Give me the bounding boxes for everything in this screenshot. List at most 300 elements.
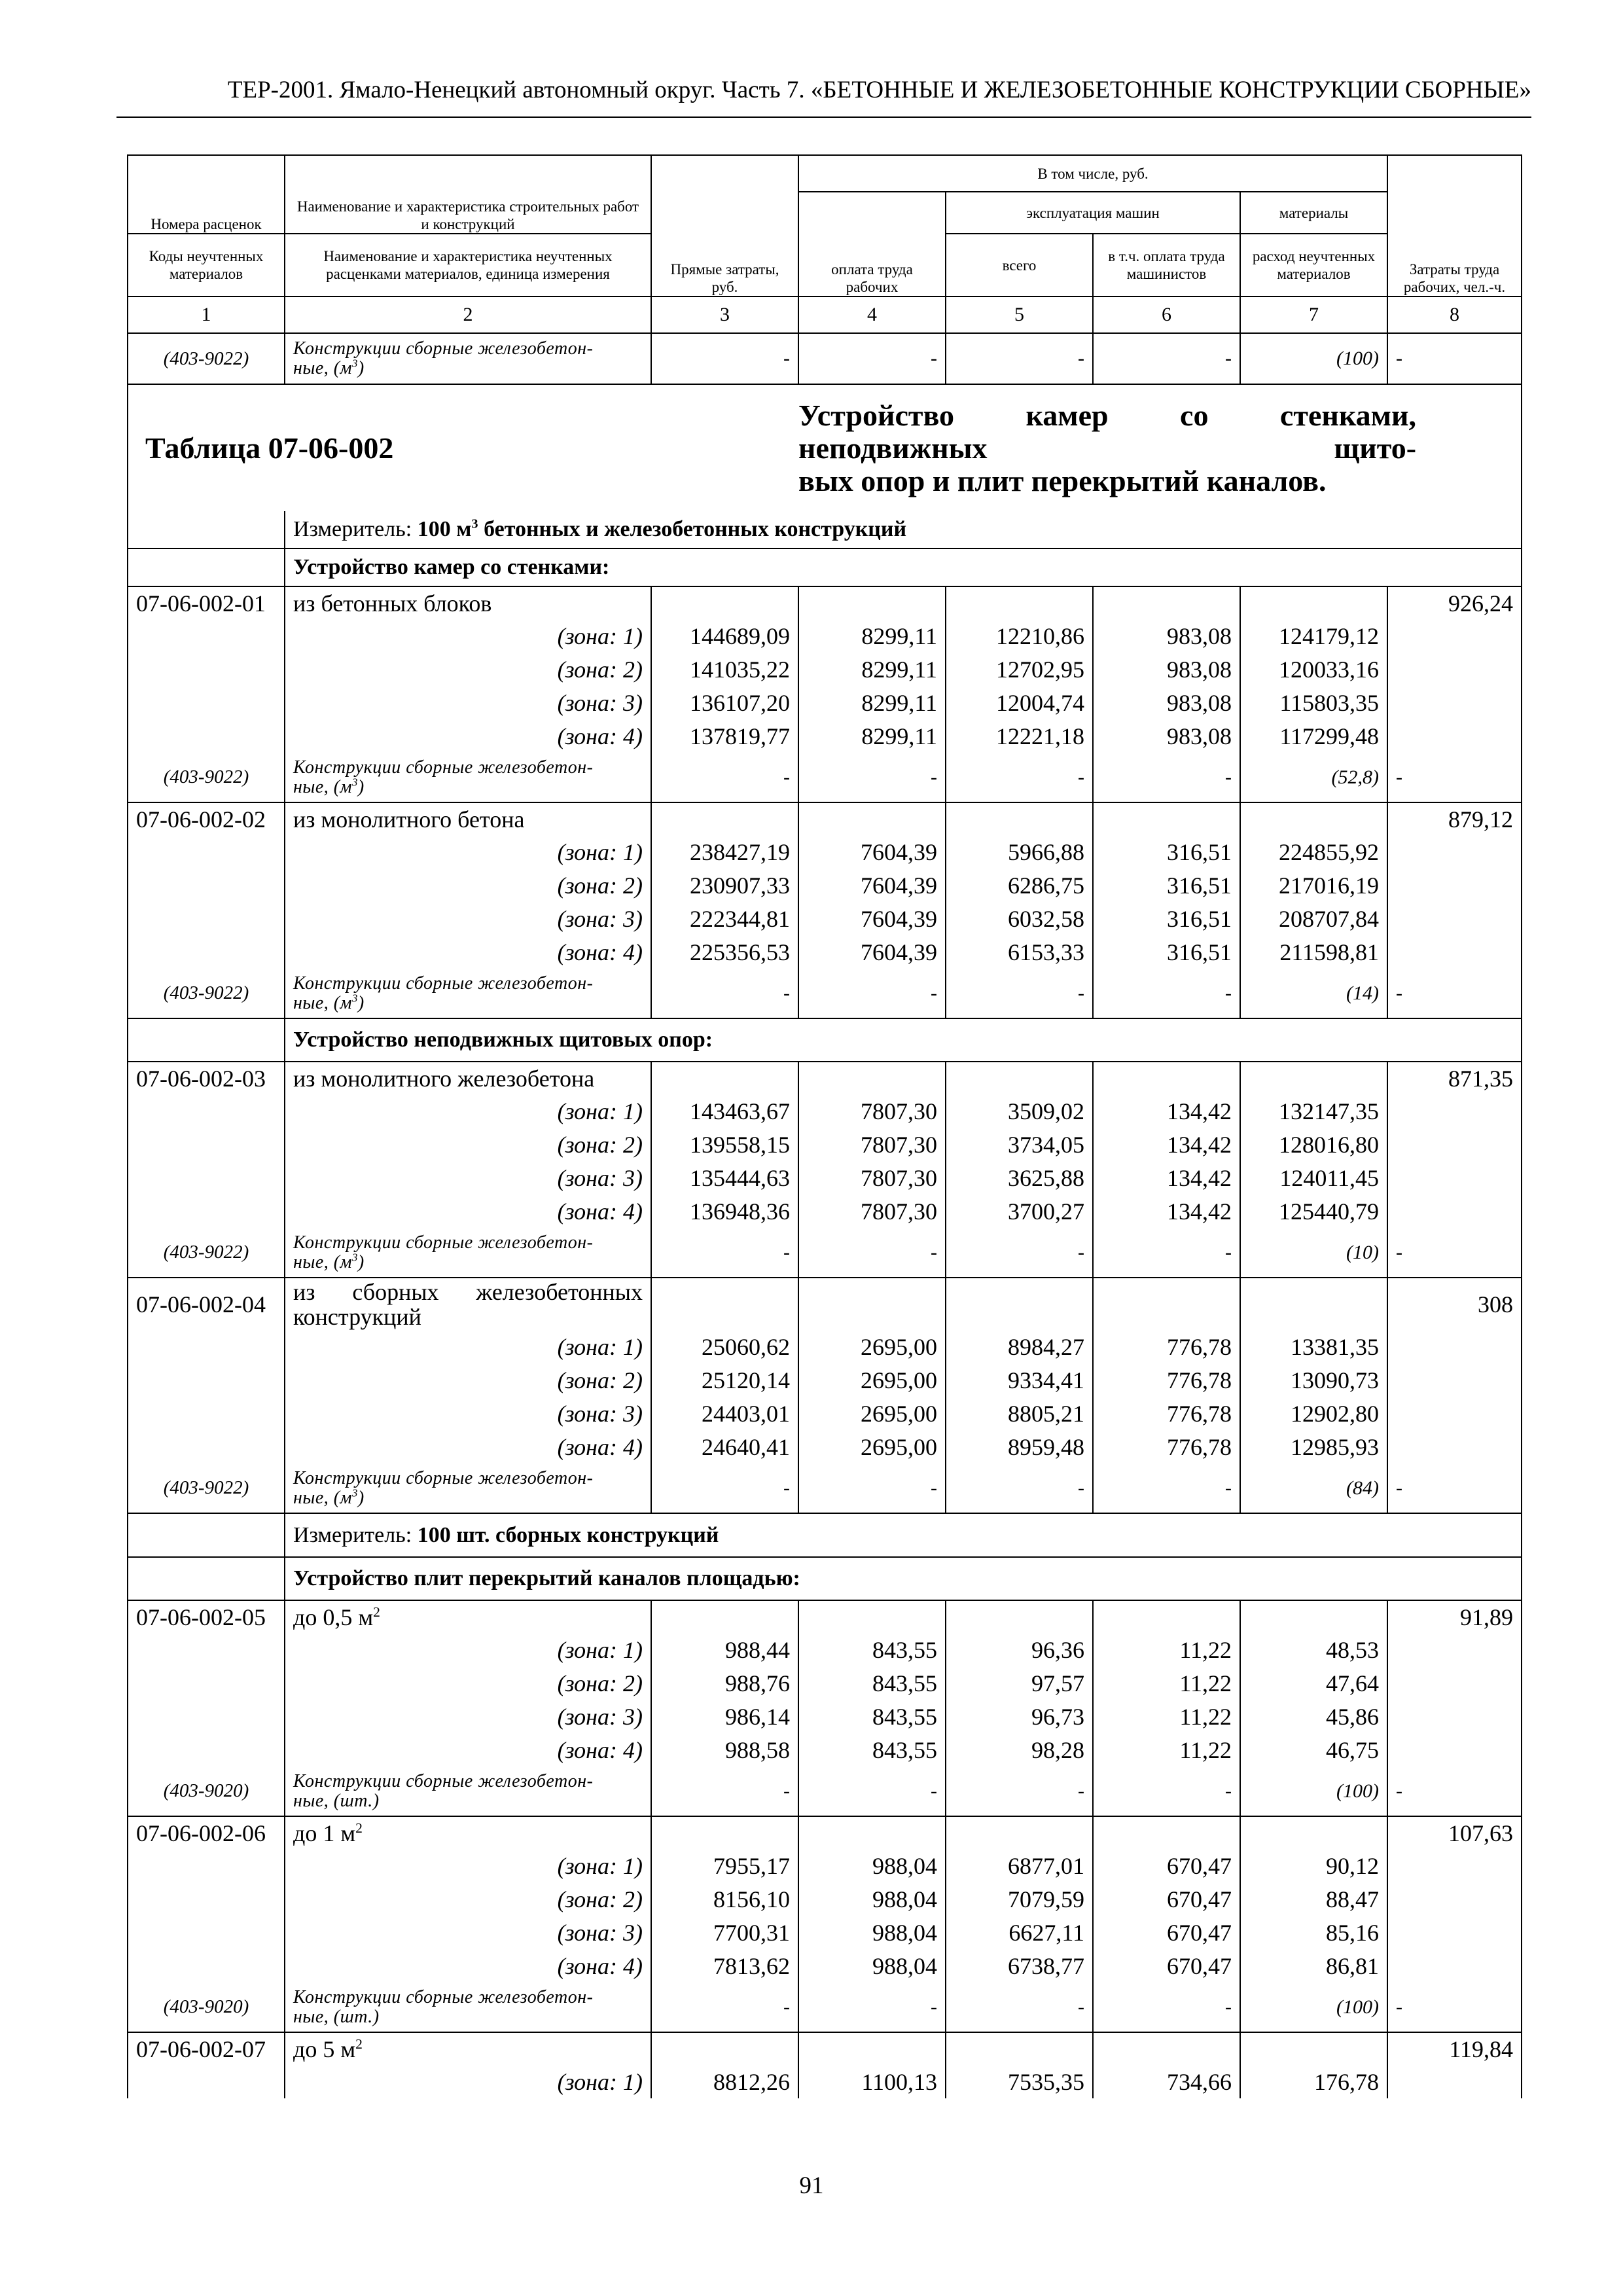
- material-name-line2: ные, (м: [293, 776, 352, 797]
- value-cell: 988,04: [798, 1949, 946, 1982]
- dash-cell: -: [651, 1228, 798, 1278]
- value-cell: 48,53: [1240, 1633, 1387, 1666]
- empty-cell: [1387, 1633, 1522, 1666]
- value-cell: 45,86: [1240, 1700, 1387, 1733]
- material-value: (100): [1240, 333, 1387, 384]
- material-name: [285, 753, 651, 802]
- empty-cell: [798, 802, 946, 835]
- empty-cell: [128, 719, 285, 753]
- empty-cell: [1240, 1062, 1387, 1094]
- value-cell: 224855,92: [1240, 835, 1387, 869]
- value-cell: 7807,30: [798, 1194, 946, 1228]
- empty-cell: [128, 1128, 285, 1161]
- section-row: [128, 548, 1522, 586]
- material-value: (14): [1240, 969, 1387, 1018]
- empty-cell: [1093, 1600, 1240, 1633]
- value-cell: 3625,88: [946, 1161, 1093, 1194]
- zone-label: (зона: 3): [285, 1397, 651, 1430]
- dash-cell: -: [798, 333, 946, 384]
- material-name-line2: ные, (м: [293, 1251, 352, 1272]
- value-cell: 983,08: [1093, 653, 1240, 686]
- empty-cell: [798, 2032, 946, 2065]
- zone-label: (зона: 3): [285, 1700, 651, 1733]
- value-cell: 8299,11: [798, 719, 946, 753]
- empty-cell: [651, 2032, 798, 2065]
- hdr-materials-sub: расход неучтенных материалов: [1240, 234, 1387, 296]
- material-name-line1: Конструкции сборные железобетон-: [293, 1467, 594, 1488]
- value-cell: 988,58: [651, 1733, 798, 1767]
- value-cell: 670,47: [1093, 1949, 1240, 1982]
- rate-title-row: [128, 2032, 1522, 2065]
- labor-value: 107,63: [1387, 1816, 1522, 1849]
- zone-row: [128, 1666, 1522, 1700]
- empty-cell: [128, 1916, 285, 1949]
- value-cell: 2695,00: [798, 1397, 946, 1430]
- hdr-machines: эксплуатация машин: [946, 192, 1240, 234]
- material-name-end: ): [357, 1251, 365, 1272]
- empty-cell: [1387, 1916, 1522, 1949]
- material-name: [285, 1767, 651, 1816]
- dash-cell: -: [651, 1767, 798, 1816]
- empty-cell: [128, 1633, 285, 1666]
- empty-cell: [651, 586, 798, 619]
- dash-cell: -: [1093, 753, 1240, 802]
- zone-row: [128, 1633, 1522, 1666]
- empty-cell: [1387, 1194, 1522, 1228]
- zone-row: [128, 869, 1522, 902]
- zone-label: (зона: 4): [285, 1949, 651, 1982]
- value-cell: 12985,93: [1240, 1430, 1387, 1463]
- zone-label: (зона: 4): [285, 1194, 651, 1228]
- col-num: 4: [798, 296, 946, 333]
- table-title-row: [128, 384, 1522, 511]
- dash-cell: -: [946, 1767, 1093, 1816]
- zone-label: (зона: 2): [285, 1666, 651, 1700]
- section-title-text: Устройство неподвижных щитовых опор:: [293, 1028, 713, 1052]
- material-name-line1: Конструкции сборные железобетон-: [293, 1770, 594, 1791]
- labor-value: 871,35: [1387, 1062, 1522, 1094]
- zone-label: (зона: 1): [285, 619, 651, 653]
- empty-cell: [946, 1278, 1093, 1330]
- value-cell: 12902,80: [1240, 1397, 1387, 1430]
- labor-value: 879,12: [1387, 802, 1522, 835]
- value-cell: 670,47: [1093, 1849, 1240, 1882]
- rate-code: 07-06-002-03: [128, 1062, 285, 1094]
- rate-name: [285, 1278, 651, 1330]
- empty-cell: [1093, 1816, 1240, 1849]
- dash-cell: -: [798, 1982, 946, 2032]
- zone-label: (зона: 1): [285, 1094, 651, 1128]
- value-cell: 137819,77: [651, 719, 798, 753]
- empty-cell: [798, 1278, 946, 1330]
- material-name-line1: Конструкции сборные железобетон-: [293, 1232, 594, 1253]
- rate-name-line1: из сборных железобетонных: [293, 1278, 643, 1305]
- hdr-materials: материалы: [1240, 192, 1387, 234]
- value-cell: 7807,30: [798, 1094, 946, 1128]
- zone-label: (зона: 2): [285, 1363, 651, 1397]
- empty-cell: [798, 1816, 946, 1849]
- material-name-line2: ные, (шт.): [293, 1790, 380, 1811]
- value-cell: 670,47: [1093, 1916, 1240, 1949]
- value-cell: 85,16: [1240, 1916, 1387, 1949]
- col-num: 5: [946, 296, 1093, 333]
- material-name-line1: Конструкции сборные железобетон-: [293, 338, 594, 359]
- rate-title-row: [128, 1278, 1522, 1330]
- value-cell: 8805,21: [946, 1397, 1093, 1430]
- material-name-line2: ные, (м: [293, 1487, 352, 1508]
- dash-cell: -: [946, 1463, 1093, 1513]
- material-name-line1: Конструкции сборные железобетон-: [293, 757, 594, 778]
- empty-cell: [128, 1949, 285, 1982]
- labor-dash: -: [1387, 753, 1522, 802]
- table-name-line2: вых опор и плит перекрытий каналов.: [798, 463, 1327, 497]
- zone-label: (зона: 3): [285, 1161, 651, 1194]
- hdr-machines-wage: в т.ч. оплата труда машинистов: [1093, 234, 1240, 296]
- measure-row: [128, 1513, 1522, 1556]
- col-num: 3: [651, 296, 798, 333]
- rate-title-row: [128, 586, 1522, 619]
- empty-cell: [651, 1600, 798, 1633]
- value-cell: 6738,77: [946, 1949, 1093, 1982]
- value-cell: 124179,12: [1240, 619, 1387, 653]
- hdr-name-top: Наименование и характеристика строительных работ и конструкций: [285, 155, 651, 234]
- value-cell: 211598,81: [1240, 935, 1387, 969]
- zone-row: [128, 1397, 1522, 1430]
- value-cell: 7955,17: [651, 1849, 798, 1882]
- value-cell: 117299,48: [1240, 719, 1387, 753]
- dash-cell: -: [1093, 1982, 1240, 2032]
- dash-cell: -: [651, 1463, 798, 1513]
- labor-dash: -: [1387, 1767, 1522, 1816]
- zone-row: [128, 719, 1522, 753]
- section-title-text: Устройство камер со стенками:: [293, 555, 610, 580]
- empty-cell: [128, 1330, 285, 1363]
- material-value: (100): [1240, 1982, 1387, 2032]
- value-cell: 3734,05: [946, 1128, 1093, 1161]
- material-code: (403-9022): [128, 333, 285, 384]
- zone-row: [128, 2065, 1522, 2098]
- unit-exponent: 2: [355, 2036, 363, 2052]
- dash-cell: -: [651, 969, 798, 1018]
- zone-label: (зона: 3): [285, 902, 651, 935]
- empty-cell: [128, 1194, 285, 1228]
- dash-cell: -: [1093, 1767, 1240, 1816]
- empty-cell: [128, 1018, 285, 1062]
- empty-cell: [946, 802, 1093, 835]
- section-row-text: [285, 1557, 1522, 1600]
- material-value: (84): [1240, 1463, 1387, 1513]
- unaccounted-material-row: [128, 1767, 1522, 1816]
- empty-cell: [1387, 1849, 1522, 1882]
- dash-cell: -: [1093, 1228, 1240, 1278]
- empty-cell: [1387, 1397, 1522, 1430]
- value-cell: 8812,26: [651, 2065, 798, 2098]
- value-cell: 238427,19: [651, 835, 798, 869]
- value-cell: 776,78: [1093, 1363, 1240, 1397]
- dash-cell: -: [651, 1982, 798, 2032]
- rate-name: [285, 1600, 651, 1633]
- material-code: (403-9022): [128, 753, 285, 802]
- zone-row: [128, 1330, 1522, 1363]
- zone-label: (зона: 2): [285, 1882, 651, 1916]
- hdr-incl: В том числе, руб.: [798, 155, 1387, 192]
- value-cell: 7807,30: [798, 1128, 946, 1161]
- value-cell: 135444,63: [651, 1161, 798, 1194]
- unit-exponent: 3: [351, 1486, 358, 1499]
- dash-cell: -: [798, 969, 946, 1018]
- dash-cell: -: [798, 1767, 946, 1816]
- material-code: (403-9020): [128, 1982, 285, 2032]
- zone-label: (зона: 2): [285, 653, 651, 686]
- rate-name: [285, 1816, 651, 1849]
- hdr-name-bottom: Наименование и характеристика неучтенных расценками материалов, единица измерения: [285, 234, 651, 296]
- zone-label: (зона: 2): [285, 1128, 651, 1161]
- header-row-1: [128, 155, 1522, 192]
- rate-name-text: до 5 м: [293, 2036, 356, 2062]
- value-cell: 843,55: [798, 1700, 946, 1733]
- value-cell: 124011,45: [1240, 1161, 1387, 1194]
- value-cell: 316,51: [1093, 835, 1240, 869]
- empty-cell: [1387, 1733, 1522, 1767]
- value-cell: 12702,95: [946, 653, 1093, 686]
- value-cell: 115803,35: [1240, 686, 1387, 719]
- zone-label: (зона: 1): [285, 2065, 651, 2098]
- rate-title-row: [128, 1816, 1522, 1849]
- zone-row: [128, 902, 1522, 935]
- empty-cell: [1240, 2032, 1387, 2065]
- dash-cell: -: [651, 753, 798, 802]
- zone-row: [128, 1128, 1522, 1161]
- zone-label: (зона: 3): [285, 1916, 651, 1949]
- value-cell: 7604,39: [798, 935, 946, 969]
- zone-row: [128, 1700, 1522, 1733]
- labor-value: 91,89: [1387, 1600, 1522, 1633]
- zone-label: (зона: 1): [285, 1330, 651, 1363]
- measure-label: Измеритель:: [293, 517, 418, 542]
- hdr-machines-total: всего: [946, 234, 1093, 296]
- empty-cell: [1387, 1363, 1522, 1397]
- unit-exponent: 3: [471, 516, 478, 531]
- value-cell: 988,76: [651, 1666, 798, 1700]
- value-cell: 134,42: [1093, 1094, 1240, 1128]
- empty-cell: [1240, 1278, 1387, 1330]
- hdr-labor: Затраты труда рабочих, чел.-ч.: [1387, 155, 1522, 296]
- empty-cell: [1240, 802, 1387, 835]
- dash-cell: -: [946, 333, 1093, 384]
- value-cell: 8959,48: [946, 1430, 1093, 1463]
- zone-label: (зона: 1): [285, 1633, 651, 1666]
- value-cell: 670,47: [1093, 1882, 1240, 1916]
- empty-cell: [946, 1600, 1093, 1633]
- empty-cell: [1240, 1600, 1387, 1633]
- value-cell: 8156,10: [651, 1882, 798, 1916]
- value-cell: 6286,75: [946, 869, 1093, 902]
- labor-value: 308: [1387, 1278, 1522, 1330]
- col-num: 1: [128, 296, 285, 333]
- material-name: [285, 969, 651, 1018]
- value-cell: 13381,35: [1240, 1330, 1387, 1363]
- value-cell: 776,78: [1093, 1330, 1240, 1363]
- value-cell: 734,66: [1093, 2065, 1240, 2098]
- empty-cell: [1093, 1278, 1240, 1330]
- zone-label: (зона: 1): [285, 1849, 651, 1882]
- material-name-end: ): [357, 776, 365, 797]
- value-cell: 222344,81: [651, 902, 798, 935]
- zone-label: (зона: 4): [285, 1733, 651, 1767]
- zone-row: [128, 619, 1522, 653]
- labor-value: 926,24: [1387, 586, 1522, 619]
- section-title-text: Устройство плит перекрытий каналов площадью:: [293, 1566, 800, 1590]
- empty-cell: [128, 1161, 285, 1194]
- value-cell: 8299,11: [798, 653, 946, 686]
- zone-row: [128, 1194, 1522, 1228]
- value-cell: 176,78: [1240, 2065, 1387, 2098]
- empty-cell: [946, 1816, 1093, 1849]
- value-cell: 7535,35: [946, 2065, 1093, 2098]
- measure-label: Измеритель:: [293, 1522, 418, 1547]
- empty-cell: [128, 902, 285, 935]
- value-cell: 983,08: [1093, 619, 1240, 653]
- empty-cell: [1387, 2065, 1522, 2098]
- empty-cell: [1387, 1949, 1522, 1982]
- empty-cell: [128, 1430, 285, 1463]
- zone-row: [128, 1916, 1522, 1949]
- value-cell: 134,42: [1093, 1194, 1240, 1228]
- value-cell: 24403,01: [651, 1397, 798, 1430]
- empty-cell: [798, 1600, 946, 1633]
- value-cell: 8299,11: [798, 686, 946, 719]
- value-cell: 983,08: [1093, 719, 1240, 753]
- empty-cell: [128, 1700, 285, 1733]
- table-number: Таблица 07-06-002: [128, 384, 946, 511]
- value-cell: 125440,79: [1240, 1194, 1387, 1228]
- empty-cell: [1387, 1700, 1522, 1733]
- section-row-text: [285, 1018, 1522, 1062]
- value-cell: 225356,53: [651, 935, 798, 969]
- carryover-material-row: [128, 333, 1522, 384]
- empty-cell: [798, 1062, 946, 1094]
- value-cell: 12004,74: [946, 686, 1093, 719]
- value-cell: 11,22: [1093, 1733, 1240, 1767]
- rate-title-row: [128, 1600, 1522, 1633]
- empty-cell: [1387, 1128, 1522, 1161]
- zone-label: (зона: 2): [285, 869, 651, 902]
- value-cell: 983,08: [1093, 686, 1240, 719]
- value-cell: 134,42: [1093, 1128, 1240, 1161]
- empty-cell: [946, 586, 1093, 619]
- value-cell: 3509,02: [946, 1094, 1093, 1128]
- empty-cell: [1387, 653, 1522, 686]
- empty-cell: [651, 1062, 798, 1094]
- empty-cell: [1093, 1062, 1240, 1094]
- measure-text: [285, 511, 1522, 548]
- unit-exponent: 2: [373, 1604, 380, 1620]
- value-cell: 217016,19: [1240, 869, 1387, 902]
- empty-cell: [651, 802, 798, 835]
- value-cell: 97,57: [946, 1666, 1093, 1700]
- unaccounted-material-row: [128, 1228, 1522, 1278]
- labor-dash: -: [1387, 969, 1522, 1018]
- zone-row: [128, 1430, 1522, 1463]
- empty-cell: [1387, 1161, 1522, 1194]
- empty-cell: [798, 586, 946, 619]
- unaccounted-material-row: [128, 1463, 1522, 1513]
- value-cell: 7604,39: [798, 902, 946, 935]
- value-cell: 7813,62: [651, 1949, 798, 1982]
- hdr-code-top: Номера расценок: [128, 155, 285, 234]
- unaccounted-material-row: [128, 1982, 1522, 2032]
- zone-label: (зона: 4): [285, 719, 651, 753]
- unit-exponent: 3: [351, 1251, 358, 1264]
- unit-exponent: 2: [355, 1820, 363, 1836]
- value-cell: 88,47: [1240, 1882, 1387, 1916]
- empty-cell: [1387, 719, 1522, 753]
- material-name-line2: ные, (м: [293, 992, 352, 1013]
- empty-cell: [1240, 586, 1387, 619]
- material-name-end: ): [357, 358, 365, 378]
- empty-cell: [1387, 1330, 1522, 1363]
- rate-name-line2: конструкций: [293, 1303, 421, 1330]
- hdr-code-bottom: Коды неучтенных материалов: [128, 234, 285, 296]
- measure-value: 100 м: [417, 517, 472, 542]
- section-title: [285, 548, 1522, 586]
- dash-cell: -: [798, 753, 946, 802]
- value-cell: 11,22: [1093, 1666, 1240, 1700]
- empty-cell: [946, 1062, 1093, 1094]
- rate-name: [285, 2032, 651, 2065]
- value-cell: 13090,73: [1240, 1363, 1387, 1397]
- value-cell: 7604,39: [798, 835, 946, 869]
- value-cell: 6627,11: [946, 1916, 1093, 1949]
- material-name-end: ): [357, 1487, 365, 1508]
- empty-cell: [1387, 835, 1522, 869]
- labor-dash: -: [1387, 1228, 1522, 1278]
- value-cell: 5966,88: [946, 835, 1093, 869]
- section-row: [128, 1018, 1522, 1062]
- empty-cell: [128, 1733, 285, 1767]
- labor-dash: -: [1387, 1463, 1522, 1513]
- rate-name-text: до 1 м: [293, 1820, 356, 1846]
- value-cell: 988,04: [798, 1849, 946, 1882]
- value-cell: 136107,20: [651, 686, 798, 719]
- empty-cell: [651, 1816, 798, 1849]
- value-cell: 120033,16: [1240, 653, 1387, 686]
- value-cell: 843,55: [798, 1666, 946, 1700]
- material-name-line2: ные, (м: [293, 358, 352, 378]
- value-cell: 7700,31: [651, 1916, 798, 1949]
- value-cell: 2695,00: [798, 1363, 946, 1397]
- unaccounted-material-row: [128, 969, 1522, 1018]
- value-cell: 90,12: [1240, 1849, 1387, 1882]
- dash-cell: -: [651, 333, 798, 384]
- value-cell: 776,78: [1093, 1397, 1240, 1430]
- empty-cell: [1387, 935, 1522, 969]
- labor-dash: -: [1387, 1982, 1522, 2032]
- empty-cell: [1387, 1666, 1522, 1700]
- value-cell: 132147,35: [1240, 1094, 1387, 1128]
- zone-row: [128, 686, 1522, 719]
- empty-cell: [128, 1882, 285, 1916]
- empty-cell: [128, 1363, 285, 1397]
- measure-value: 100 шт. сборных конструкций: [417, 1522, 719, 1547]
- empty-cell: [1387, 619, 1522, 653]
- page-number: 91: [799, 2172, 824, 2199]
- running-header: ТЕР-2001. Ямало-Ненецкий автономный округ. Часть 7. «БЕТОННЫЕ И ЖЕЛЕЗОБЕТОННЫЕ КОНСТРУКЦИИ СБОРНЫЕ»: [116, 64, 1531, 118]
- empty-cell: [128, 835, 285, 869]
- zone-row: [128, 1363, 1522, 1397]
- value-cell: 6032,58: [946, 902, 1093, 935]
- value-cell: 7079,59: [946, 1882, 1093, 1916]
